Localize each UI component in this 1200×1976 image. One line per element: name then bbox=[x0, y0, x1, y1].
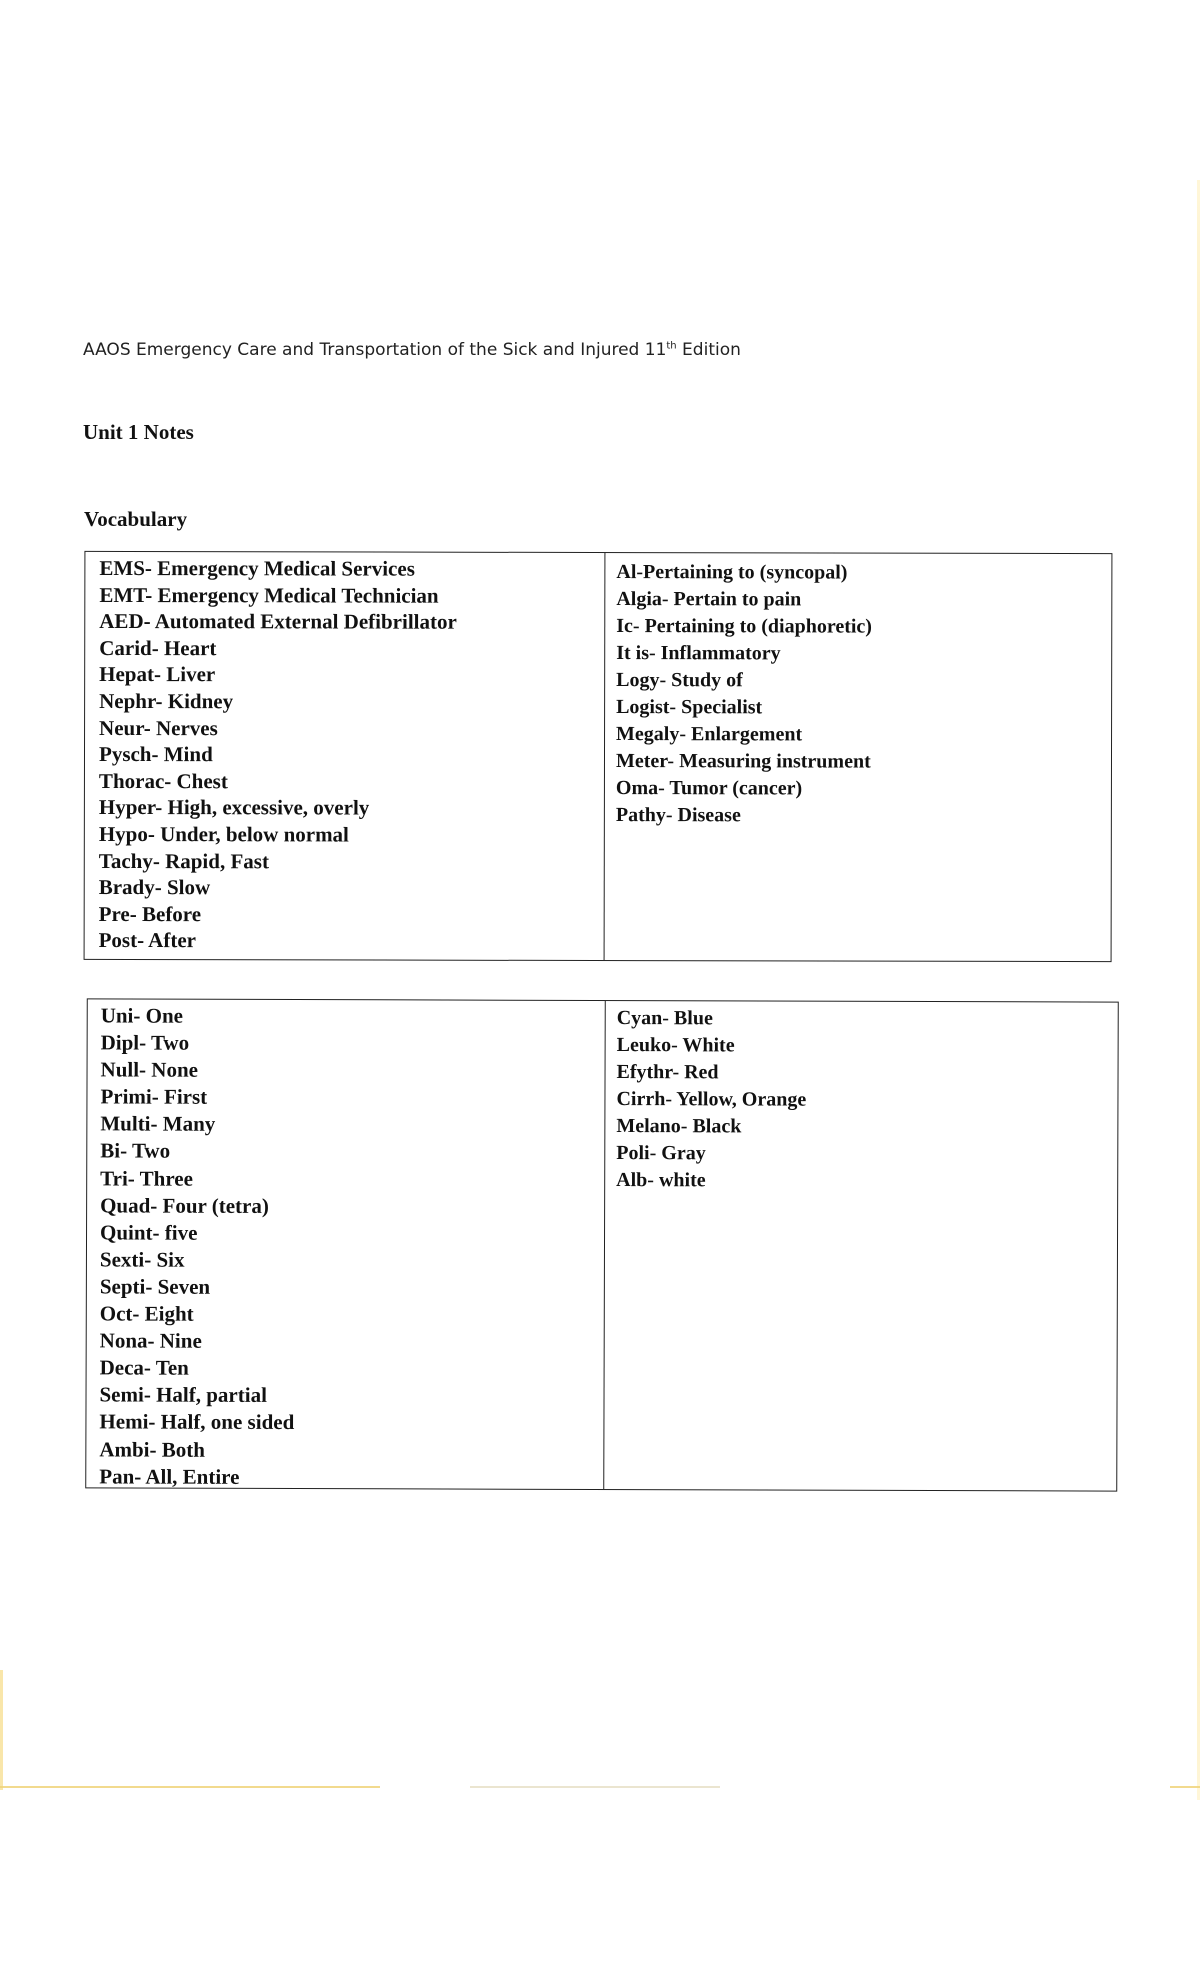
vocab-term: Semi- Half, partial bbox=[99, 1382, 267, 1408]
vocab-term: Tri- Three bbox=[100, 1165, 193, 1191]
header-edition: Edition bbox=[676, 340, 741, 360]
vocab-term: Quad- Four (tetra) bbox=[100, 1193, 269, 1218]
vocab-term: Al-Pertaining to (syncopal) bbox=[616, 561, 848, 584]
vocabulary-table-2 bbox=[85, 998, 1119, 1491]
vocab-term: EMT- Emergency Medical Technician bbox=[99, 582, 439, 608]
vocab-term: Primi- First bbox=[100, 1084, 208, 1110]
vocab-term: Algia- Pertain to pain bbox=[616, 588, 802, 611]
table-2-left-column bbox=[86, 999, 606, 1489]
vocab-term: It is- Inflammatory bbox=[616, 642, 781, 665]
vocab-term: Dipl- Two bbox=[100, 1030, 190, 1055]
vocab-term: Post- After bbox=[98, 928, 197, 953]
vocab-term: Hemi- Half, one sided bbox=[99, 1409, 295, 1435]
vocab-term: Cirrh- Yellow, Orange bbox=[616, 1088, 807, 1111]
vocab-term: Brady- Slow bbox=[98, 875, 211, 900]
table-1-right-column bbox=[605, 553, 1112, 961]
vocab-term: Alb- white bbox=[616, 1169, 706, 1192]
document-header bbox=[83, 340, 741, 360]
table-2-right-column bbox=[604, 1001, 1118, 1491]
vocab-term: Carid- Heart bbox=[99, 635, 217, 660]
vocab-term: AED- Automated External Defibrillator bbox=[99, 609, 457, 634]
vocab-term: Tachy- Rapid, Fast bbox=[98, 848, 269, 873]
scan-artifact-line bbox=[0, 1786, 380, 1788]
table-1-left-column bbox=[85, 552, 606, 960]
vocab-term: Septi- Seven bbox=[99, 1274, 211, 1299]
vocab-term: Logy- Study of bbox=[616, 669, 743, 692]
vocab-term: Efythr- Red bbox=[616, 1061, 719, 1084]
vocab-term: Megaly- Enlargement bbox=[616, 723, 803, 746]
vocab-term: Nona- Nine bbox=[99, 1328, 202, 1353]
vocab-term: Hyper- High, excessive, overly bbox=[98, 795, 370, 820]
vocab-term: Pysch- Mind bbox=[98, 742, 213, 767]
vocab-term: Deca- Ten bbox=[99, 1355, 189, 1380]
vocab-term: Logist- Specialist bbox=[616, 696, 763, 719]
vocab-term: Meter- Measuring instrument bbox=[615, 750, 871, 773]
scan-artifact-line bbox=[470, 1786, 720, 1788]
scan-artifact-line bbox=[1170, 1786, 1200, 1788]
vocab-term: Null- None bbox=[100, 1057, 199, 1082]
vocab-term: Melano- Black bbox=[616, 1115, 742, 1138]
vocab-term: Leuko- White bbox=[616, 1034, 735, 1057]
header-text: AAOS Emergency Care and Transportation of the Sick and Injured 11 bbox=[83, 340, 667, 360]
vocab-term: Hypo- Under, below normal bbox=[98, 821, 349, 847]
vocab-term: Pre- Before bbox=[98, 901, 202, 926]
vocab-term: Quint- five bbox=[100, 1220, 198, 1245]
header-superscript: th bbox=[666, 340, 677, 352]
vocab-term: Thorac- Chest bbox=[98, 768, 228, 793]
unit-title: Unit 1 Notes bbox=[83, 420, 194, 444]
vocab-term: Neur- Nerves bbox=[99, 715, 218, 740]
vocab-term: Bi- Two bbox=[100, 1138, 171, 1164]
page-edge-shadow-left bbox=[0, 1670, 3, 1790]
vocab-term: Ic- Pertaining to (diaphoretic) bbox=[616, 615, 872, 638]
vocab-term: Nephr- Kidney bbox=[99, 688, 234, 714]
vocab-term: Sexti- Six bbox=[99, 1247, 185, 1272]
vocab-term: Oma- Tumor (cancer) bbox=[615, 777, 803, 800]
vocabulary-table-1 bbox=[84, 551, 1113, 962]
vocab-term: Oct- Eight bbox=[99, 1301, 194, 1326]
vocab-term: Hepat- Liver bbox=[99, 662, 216, 687]
vocab-term: Multi- Many bbox=[100, 1111, 216, 1137]
vocab-term: Cyan- Blue bbox=[616, 1007, 713, 1030]
vocab-term: Pathy- Disease bbox=[615, 804, 741, 827]
vocab-term: EMS- Emergency Medical Services bbox=[99, 555, 415, 581]
vocab-term: Uni- One bbox=[100, 1003, 184, 1028]
vocabulary-heading: Vocabulary bbox=[84, 507, 188, 531]
vocab-term: Poli- Gray bbox=[616, 1142, 706, 1165]
vocab-term: Pan- All, Entire bbox=[99, 1464, 240, 1489]
vocab-term: Ambi- Both bbox=[99, 1436, 206, 1462]
